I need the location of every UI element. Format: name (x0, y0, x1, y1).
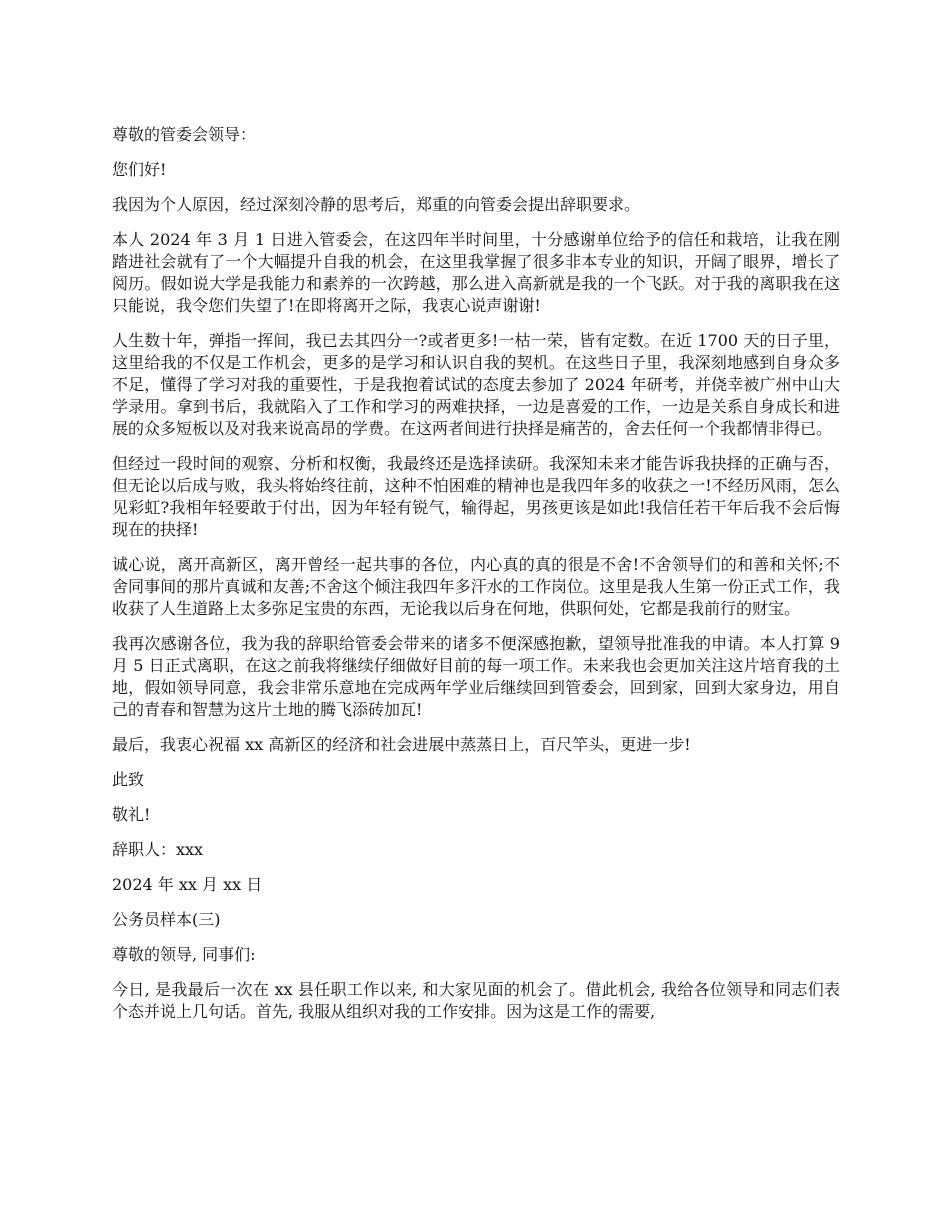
letter-salutation: 您们好! (112, 160, 167, 179)
closing-regards: 敬礼! (112, 805, 151, 824)
signature-line: 辞职人：xxx (112, 840, 204, 859)
paragraph-decision: 但经过一段时间的观察、分析和权衡，我最终还是选择读研。我深知未来才能告诉我抉择的正确与否，但无论以后成与败，我头将始终往前，这种不怕困难的精神也是我四年多的收获之一!不经历风雨，怎么见彩虹?我相年轻要敢于付出，因为年轻有锐气，输得起，男孩更该是如此!我信任若干年后我不会后悔现在的抉择! (112, 454, 840, 539)
paragraph-gratitude: 本人 2024 年 3 月 1 日进入管委会，在这四年半时间里，十分感谢单位给予的信任和栽培，让我在刚踏进社会就有了一个大幅提升自我的机会，在这里我掌握了很多非本专业的知识，开阔了眼界，增长了阅历。假如说大学是我能力和素养的一次跨越，那么进入高新就是我的一个飞跃。对于我的离职我在这只能说，我令您们失望了!在即将离开之际，我衷心说声谢谢! (112, 230, 840, 315)
paragraph-farewell: 诚心说，离开高新区，离开曾经一起共事的各位，内心真的真的很是不舍!不舍领导们的和善和关怀;不舍同事间的那片真诚和友善;不舍这个倾注我四年多汗水的工作岗位。这里是我人生第一份正式工作，我收获了人生道路上太多弥足宝贵的东西，无论我以后身在何地，供职何处，它都是我前行的财宝。 (112, 555, 840, 618)
paragraph-speech: 今日, 是我最后一次在 xx 县任职工作以来, 和大家见面的机会了。借此机会, 我给各位领导和同志们表个态并说上几句话。首先, 我服从组织对我的工作安排。因为这是工作的需要, (112, 980, 840, 1021)
second-greeting: 尊敬的领导, 同事们: (112, 945, 256, 964)
document-body (112, 124, 840, 1023)
section-title: 公务员样本(三) (112, 910, 221, 929)
date-line: 2024 年 xx 月 xx 日 (112, 875, 263, 894)
letter-greeting: 尊敬的管委会领导： (112, 125, 257, 144)
paragraph-blessing: 最后，我衷心祝福 xx 高新区的经济和社会进展中蒸蒸日上，百尺竿头，更进一步! (112, 735, 691, 754)
paragraph-reason: 我因为个人原因，经过深刻冷静的思考后，郑重的向管委会提出辞职要求。 (112, 195, 641, 214)
paragraph-life-choice: 人生数十年，弹指一挥间，我已去其四分一?或者更多!一枯一荣，皆有定数。在近 1700 天的日子里，这里给我的不仅是工作机会，更多的是学习和认识自我的契机。在这些日子里，我深刻地感到自身众多不足，懂得了学习对我的重要性，于是我抱着试试的态度去参加了 2024 年研考，并侥幸被广州中山大学录用。拿到书后，我就陷入了工作和学习的两难抉择，一边是喜爱的工作，一边是关系自身成长和进展的众多短板以及对我来说高昂的学费。在这两者间进行抉择是痛苦的，舍去任何一个我都情非得已。 (112, 331, 840, 438)
closing-line: 此致 (112, 770, 145, 789)
paragraph-leave-date: 我再次感谢各位，我为我的辞职给管委会带来的诸多不便深感抱歉，望领导批准我的申请。本人打算 9 月 5 日正式离职，在这之前我将继续仔细做好目前的每一项工作。未来我也会更加关注这片培育我的土地，假如领导同意，我会非常乐意地在完成两年学业后继续回到管委会，回到家，回到大家身边，用自己的青春和智慧为这片土地的腾飞添砖加瓦! (112, 634, 840, 719)
